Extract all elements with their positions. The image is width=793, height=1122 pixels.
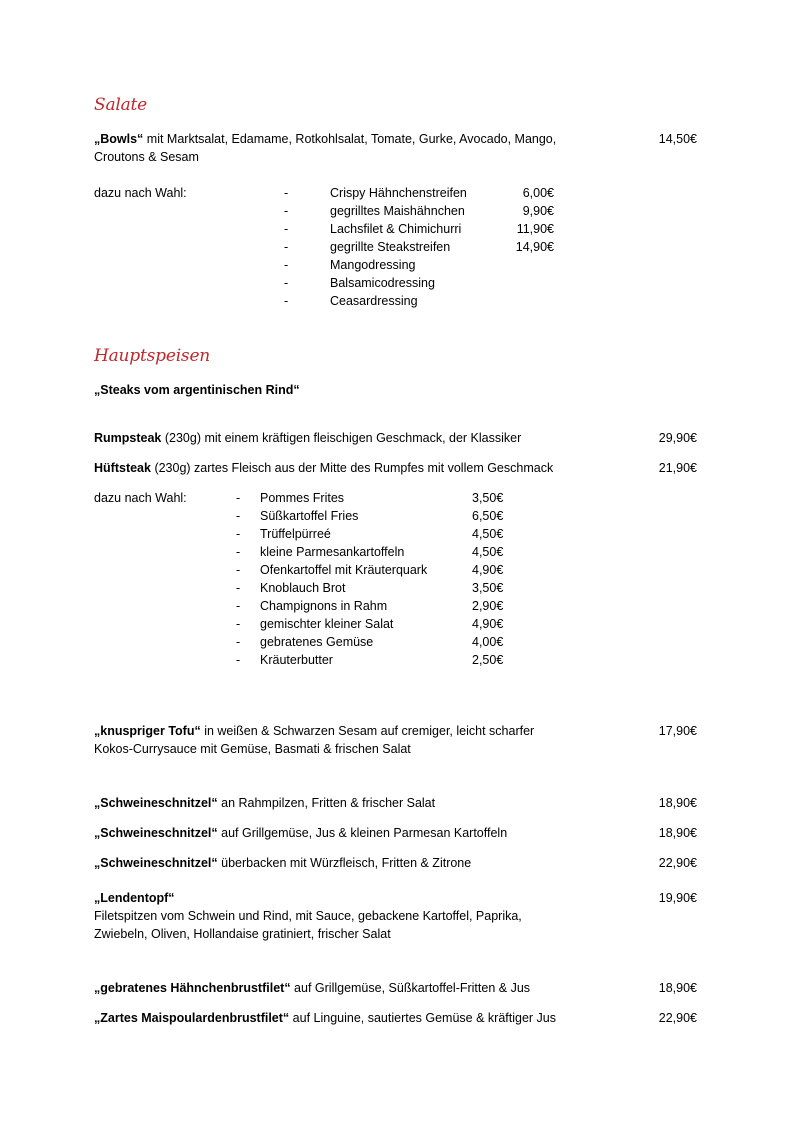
menu-item-name: „Zartes Maispoulardenbrustfilet“ (94, 1011, 290, 1025)
side-price: 2,90€ (472, 599, 504, 613)
option-dash: - (284, 258, 289, 272)
option-label: Lachsfilet & Chimichurri (330, 222, 462, 236)
menu-item-desc: auf Linguine, sautiertes Gemüse & kräftiger Jus (289, 1011, 556, 1025)
option-price: 6,00€ (522, 186, 554, 200)
menu-item-price: 18,90€ (658, 796, 697, 810)
menu-item-maispoularde (94, 1011, 556, 1025)
menu-item-name: „Bowls“ (94, 132, 144, 146)
side-dash: - (236, 563, 241, 577)
side-dash: - (236, 617, 241, 631)
menu-item-bowls-line2: Croutons & Sesam (94, 150, 199, 164)
menu-item-hueftsteak (94, 461, 553, 475)
option-label: Mangodressing (330, 258, 416, 272)
menu-item-name: „Schweineschnitzel“ (94, 856, 218, 870)
side-label: Ofenkartoffel mit Kräuterquark (260, 563, 428, 577)
option-label: Balsamicodressing (330, 276, 435, 290)
side-price: 6,50€ (472, 509, 504, 523)
side-label: gemischter kleiner Salat (260, 617, 394, 631)
menu-item-price: 17,90€ (658, 724, 697, 738)
option-label: Ceasardressing (330, 294, 418, 308)
option-dash: - (284, 240, 289, 254)
steaks-title (94, 383, 300, 397)
menu-item-tofu-line2: Kokos-Currysauce mit Gemüse, Basmati & frischen Salat (94, 742, 411, 756)
side-price: 3,50€ (472, 491, 504, 505)
menu-item-desc: in weißen & Schwarzen Sesam auf cremiger, leicht scharfer (200, 724, 535, 738)
menu-item-rumpsteak (94, 431, 521, 445)
side-label: kleine Parmesankartoffeln (260, 545, 405, 559)
side-label: Trüffelpürreé (260, 527, 331, 541)
option-dash: - (284, 276, 289, 290)
side-label: Pommes Frites (260, 491, 345, 505)
menu-item-tofu-line1 (94, 724, 534, 738)
menu-item-schnitzel-2 (94, 826, 507, 840)
side-label: Knoblauch Brot (260, 581, 346, 595)
section-heading-salate: Salate (94, 95, 148, 115)
option-price: 11,90€ (516, 222, 554, 236)
menu-item-name: „Schweineschnitzel“ (94, 826, 218, 840)
side-price: 3,50€ (472, 581, 504, 595)
side-label: Süßkartoffel Fries (260, 509, 359, 523)
option-label: gegrillte Steakstreifen (330, 240, 451, 254)
menu-item-price: 21,90€ (658, 461, 697, 475)
side-dash: - (236, 491, 241, 505)
side-dash: - (236, 635, 241, 649)
menu-item-desc: (230g) zartes Fleisch aus der Mitte des Rumpfes mit vollem Geschmack (150, 461, 554, 475)
side-dash: - (236, 509, 241, 523)
steaks-title-text: „Steaks vom argentinischen Rind“ (94, 383, 300, 397)
section-heading-hauptspeisen: Hauptspeisen (94, 346, 211, 366)
menu-item-desc: überbacken mit Würzfleisch, Fritten & Zitrone (217, 856, 472, 870)
menu-item-schnitzel-3 (94, 856, 471, 870)
menu-item-name: Hüftsteak (94, 461, 151, 475)
menu-item-name: Rumpsteak (94, 431, 162, 445)
option-price: 9,90€ (522, 204, 554, 218)
choice-label: dazu nach Wahl: (94, 186, 187, 200)
menu-item-name: „Schweineschnitzel“ (94, 796, 218, 810)
side-label: Champignons in Rahm (260, 599, 388, 613)
side-dash: - (236, 653, 241, 667)
side-dash: - (236, 545, 241, 559)
menu-item-desc: (230g) mit einem kräftigen fleischigen Geschmack, der Klassiker (161, 431, 522, 445)
menu-item-haehnchen (94, 981, 530, 995)
menu-item-name: „knuspriger Tofu“ (94, 724, 201, 738)
menu-item-lendentopf-line1: Filetspitzen vom Schwein und Rind, mit Sauce, gebackene Kartoffel, Paprika, (94, 909, 522, 923)
menu-item-price: 19,90€ (658, 891, 697, 905)
side-label: gebratenes Gemüse (260, 635, 374, 649)
menu-item-name: „gebratenes Hähnchenbrustfilet“ (94, 981, 291, 995)
option-dash: - (284, 186, 289, 200)
option-dash: - (284, 222, 289, 236)
menu-item-price: 22,90€ (658, 1011, 697, 1025)
menu-item-bowls-line1 (94, 132, 556, 146)
menu-item-desc: mit Marktsalat, Edamame, Rotkohlsalat, Tomate, Gurke, Avocado, Mango, (143, 132, 557, 146)
side-price: 2,50€ (472, 653, 504, 667)
menu-item-price: 18,90€ (658, 981, 697, 995)
side-price: 4,90€ (472, 563, 504, 577)
side-price: 4,00€ (472, 635, 504, 649)
side-price: 4,50€ (472, 545, 504, 559)
menu-item-desc: auf Grillgemüse, Süßkartoffel-Fritten & Jus (290, 981, 531, 995)
side-label: Kräuterbutter (260, 653, 333, 667)
option-label: gegrilltes Maishähnchen (330, 204, 465, 218)
option-price: 14,90€ (515, 240, 554, 254)
option-dash: - (284, 204, 289, 218)
menu-item-lendentopf-name (94, 891, 175, 905)
menu-item-price: 18,90€ (658, 826, 697, 840)
side-dash: - (236, 527, 241, 541)
menu-item-lendentopf-line2: Zwiebeln, Oliven, Hollandaise gratiniert, frischer Salat (94, 927, 391, 941)
menu-item-price: 14,50€ (658, 132, 697, 146)
menu-item-desc: an Rahmpilzen, Fritten & frischer Salat (217, 796, 436, 810)
menu-item-price: 22,90€ (658, 856, 697, 870)
side-dash: - (236, 581, 241, 595)
menu-item-schnitzel-1 (94, 796, 435, 810)
menu-item-desc: auf Grillgemüse, Jus & kleinen Parmesan Kartoffeln (217, 826, 508, 840)
side-price: 4,50€ (472, 527, 504, 541)
choice-label: dazu nach Wahl: (94, 491, 187, 505)
option-dash: - (284, 294, 289, 308)
side-price: 4,90€ (472, 617, 504, 631)
menu-item-name: „Lendentopf“ (94, 891, 175, 905)
menu-item-price: 29,90€ (658, 431, 697, 445)
option-label: Crispy Hähnchenstreifen (330, 186, 467, 200)
side-dash: - (236, 599, 241, 613)
